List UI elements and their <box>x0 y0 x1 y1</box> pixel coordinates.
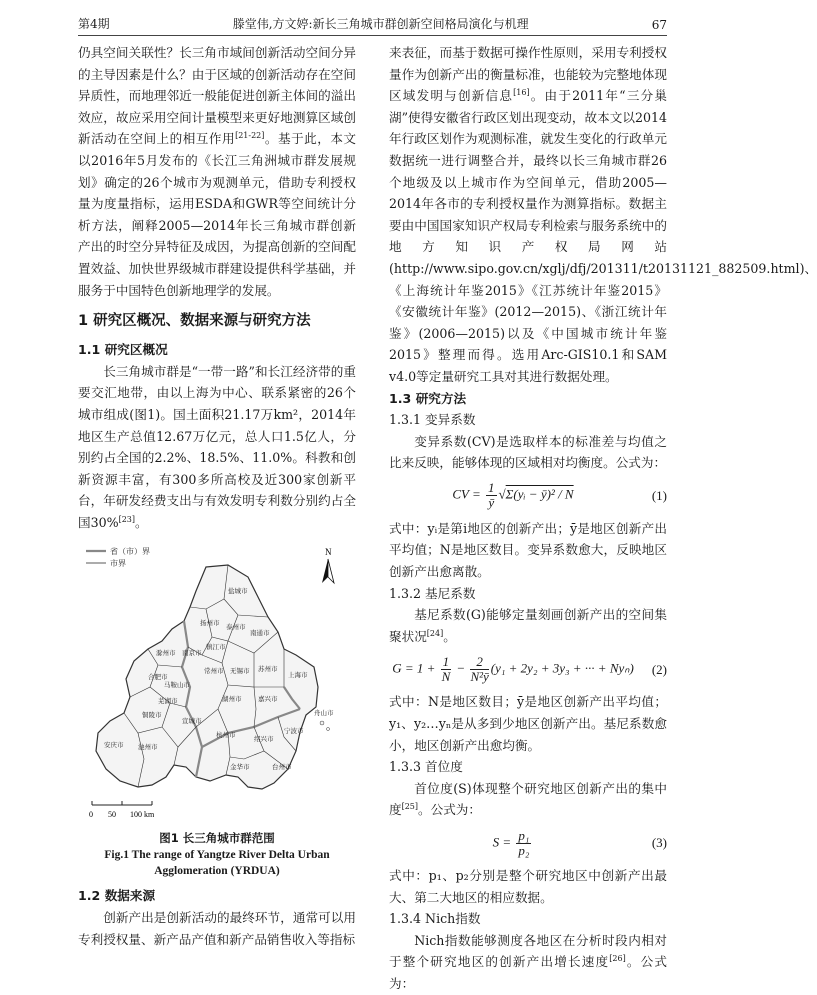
city-label: 镇江市 <box>206 643 226 652</box>
city-label: 嘉兴市 <box>258 695 278 704</box>
section-1-1-heading: 1.1 研究区概况 <box>78 342 168 358</box>
equation-1-explanation: 式中：yᵢ是第i地区的创新产出；ȳ是地区创新产出平均值；N是地区数目。变异系数愈大，反映地区创新产出愈离散。 <box>389 520 667 580</box>
city-label: 苏州市 <box>258 665 278 674</box>
left-column <box>78 42 356 950</box>
city-label: 舟山市 <box>314 709 334 718</box>
region-outline <box>96 565 318 789</box>
data-source-paragraph: 创新产出是创新活动的最终环节，通常可以用专利授权量、新产品产值和新产品销售收入等指标 <box>78 910 356 947</box>
right-column <box>389 42 817 995</box>
city-label: 台州市 <box>272 763 292 772</box>
svg-text:100 km: 100 km <box>130 810 155 820</box>
legend-province-boundary: 省（市）界 <box>110 547 150 557</box>
city-label: 杭州市 <box>216 731 236 740</box>
city-label: 金华市 <box>230 763 250 772</box>
scale-bar <box>89 801 155 819</box>
city-label: 宣城市 <box>182 717 202 726</box>
figure-1-caption-en-line2: Agglomeration (YRDUA) <box>154 865 280 878</box>
equation-2-explanation: 式中：N是地区数目；ȳ是地区创新产出平均值；y₁、y₂…yₙ是从多到少地区创新产出。基尼系数愈小，地区创新产出愈均衡。 <box>389 694 667 753</box>
city-label: 合肥市 <box>148 673 168 682</box>
section-1-heading: 1 研究区概况、数据来源与研究方法 <box>78 313 311 330</box>
city-label: 池州市 <box>138 743 158 752</box>
figure-1-caption-cn: 图1 长三角城市群范围 <box>159 831 275 846</box>
city-label: 上海市 <box>288 671 308 680</box>
figure-1-caption-en-line1: Fig.1 The range of Yangtze River Delta Urban <box>104 849 330 862</box>
city-label: 绍兴市 <box>254 735 274 744</box>
equation-2: G = 1 + $\frac{1}{N}$ − $\frac{2}{\text{N²ȳ}}$ (y₁ + 2y₂ + 3y₃ + ··· + Nyₙ) (2) <box>392 653 667 684</box>
primacy-paragraph: 首位度(S)体现整个研究地区创新产出的集中度[25]。公式为： <box>389 780 667 818</box>
svg-text:N: N <box>325 547 332 558</box>
city-label: 芜湖市 <box>158 697 178 706</box>
nich-paragraph: Nich指数能够测度各地区在分析时段内相对于整个研究地区的创新产出增长速度[26]。公式为： <box>389 932 668 991</box>
intro-paragraph: 仍具空间关联性？长三角市域间创新活动空间分异的主导因素是什么？由于区域的创新活动存在空间异质性，而地理邻近一般能促进创新主体间的溢出效应，故应采用空间计量模型来更好地测算区域创新活动在空间上的相互作用[21-22]。基于此，本文以2016年5月发布的《长江三角洲城市群发展规划》确定的26个城市为观测单元，借助专利授权量为度量指标，运用ESDA和GWR等空间统计分析方法，阐释2005—2014年长三角城市群创新产出的时空分异特征及成因，为提高创新的空间配置效益、加快世界级城市群建设提供科学基础，并服务于中国特色创新地理学的发展。 <box>78 45 357 298</box>
city-label: 无锡市 <box>230 667 250 676</box>
city-label: 马鞍山市 <box>164 681 190 690</box>
equation-1: CV = $\frac{1}{ȳ}$ √Σ(yᵢ − ȳ)² / N (1) <box>452 480 667 511</box>
north-arrow-icon <box>322 547 334 583</box>
figure-1-map <box>78 537 356 827</box>
city-label: 南通市 <box>250 629 270 638</box>
city-label: 湖州市 <box>222 695 242 704</box>
section-1-3-2-heading: 1.3.2 基尼系数 <box>389 585 476 601</box>
city-label: 安庆市 <box>104 741 124 750</box>
gini-paragraph: 基尼系数(G)能够定量刻画创新产出的空间集聚状况[24]。 <box>389 607 667 644</box>
issue-label: 第4期 <box>78 17 110 31</box>
city-label: 铜陵市 <box>142 711 162 720</box>
section-1-3-4-heading: 1.3.4 Nich指数 <box>389 911 481 927</box>
page-number: 67 <box>651 18 667 32</box>
section-1-3-1-heading: 1.3.1 变异系数 <box>389 412 476 428</box>
section-1-2-heading: 1.2 数据来源 <box>78 888 156 904</box>
cv-paragraph: 变异系数(CV)是选取样本的标准差与均值之比来反映，能够体现的区域相对均衡度。公式为： <box>389 433 667 471</box>
equation-3-explanation: 式中：p₁、p₂分别是整个研究地区中创新产出最大、第二大地区的相应数据。 <box>389 868 667 905</box>
equation-3: S = $\frac{\text{p₁}}{\text{p₂}}$ (3) <box>492 827 667 858</box>
legend-city-boundary: 市界 <box>110 559 126 569</box>
data-source-continued: 来表征，而基于数据可操作性原则，采用专利授权量作为创新产出的衡量标准，也能较为完整地体现区域发明与创新信息[16]。由于2011年“三分巢湖”使得安徽省行政区划出现变动，故本文以2014年行政区划作为观测标准，就发生变化的行政单元数据统一进行调整合并，最终以长三角城市群26个地级及以上城市作为空间单元，借助2005—2014年各市的专利授权量作为测算指标。数据主要由中国国家知识产权局专利检索与服务系统中的地方知识产权局网站(http://www.sipo.gov.cn/xglj/dfj/201311/t20131121_882509.html)、《上海统计年鉴2015》《江苏统计年鉴2015》《安徽统计年鉴》(2012—2015)、《浙江统计年鉴》(2006—2015)以及《中国城市统计年鉴2015》整理而得。选用Arc-GIS10.1和SAM v4.0等定量研究工具对其进行数据处理。 <box>389 45 817 384</box>
section-1-3-3-heading: 1.3.3 首位度 <box>389 759 463 775</box>
city-label: 扬州市 <box>200 619 220 628</box>
article-running-title: 滕堂伟,方文婷:新长三角城市群创新空间格局演化与机理 <box>232 17 529 31</box>
yrdua-map <box>78 537 356 827</box>
city-label: 盐城市 <box>228 587 248 596</box>
svg-text:50: 50 <box>108 810 116 820</box>
running-header <box>78 14 667 36</box>
city-label: 南京市 <box>182 649 202 658</box>
study-area-paragraph: 长三角城市群是“一带一路”和长江经济带的重要交汇地带，由以上海为中心、联系紧密的26个城市组成(图1)。国土面积21.17万km²，2014年地区生产总值12.67万亿元，总人口1.5亿人，分别约占全国的2.2%、18.5%、11.0%。科教和创新资源丰富，有300多所高校及近300家创新平台，年研发经费支出与有效发明专利数分别约占全国30%[23]。 <box>78 363 356 530</box>
city-label: 常州市 <box>204 667 224 676</box>
city-label: 泰州市 <box>226 623 246 632</box>
city-label: 宁波市 <box>284 727 304 736</box>
section-1-3-heading: 1.3 研究方法 <box>389 390 467 406</box>
city-label: 滁州市 <box>156 649 176 658</box>
svg-text:0: 0 <box>89 810 93 820</box>
